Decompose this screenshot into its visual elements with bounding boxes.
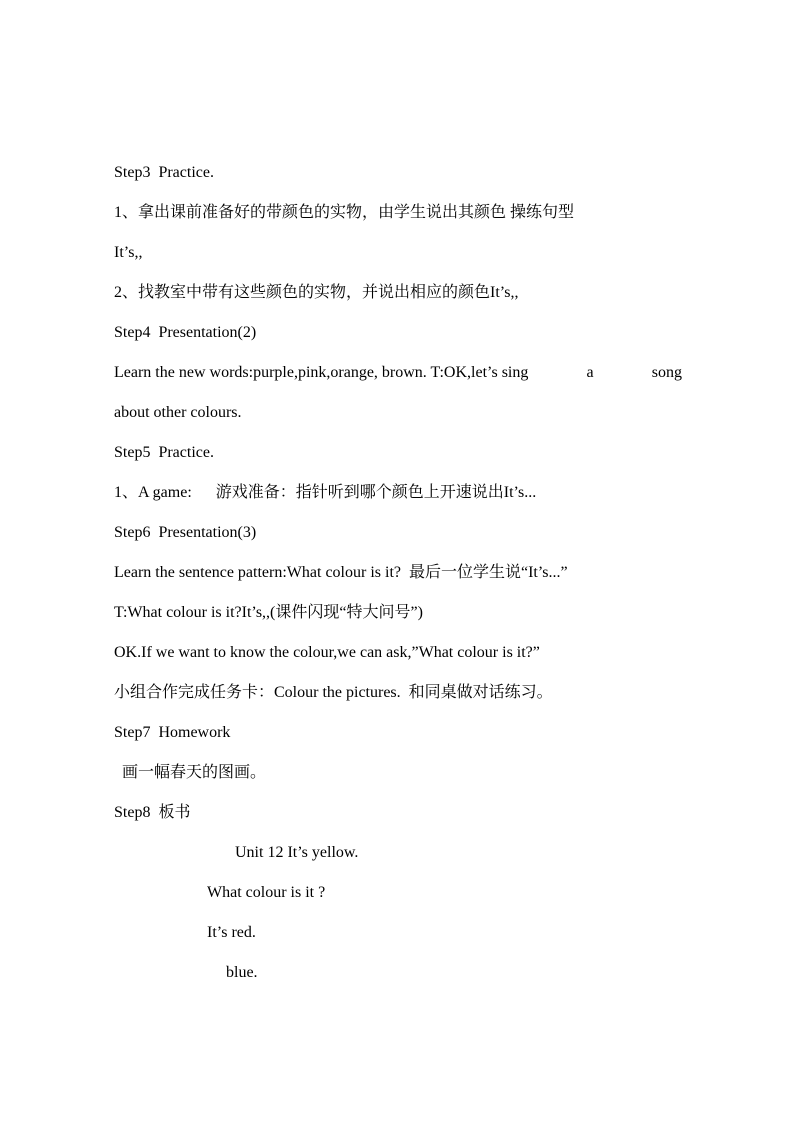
step5-heading: Step5 Practice. (114, 444, 214, 461)
step5-item-1: 1、A game: 游戏准备：指针听到哪个颜色上开速说出It’s... (114, 484, 537, 501)
step4-line-1 (114, 363, 682, 383)
step7-item: 画一幅春天的图画。 (122, 764, 267, 781)
step4-line-1-part-3: song (651, 364, 682, 381)
step3-item-2: 2、找教室中带有这些颜色的实物，并说出相应的颜色It’s,, (114, 284, 519, 301)
step6-line-3: OK.If we want to know the colour,we can ask,”What colour is it?” (114, 644, 540, 661)
step8-heading: Step8 板书 (114, 804, 191, 821)
board-question: What colour is it ? (207, 884, 326, 901)
step6-line-1: Learn the sentence pattern:What colour is it? 最后一位学生说“It’s...” (114, 564, 568, 581)
step4-line-1-part-2: a (586, 364, 594, 381)
board-answer: It’s red. (207, 924, 256, 941)
step3-heading: Step3 Practice. (114, 164, 214, 181)
step4-line-1-part-1: Learn the new words:purple,pink,orange, brown. T:OK,let’s sing (114, 364, 529, 381)
step7-heading: Step7 Homework (114, 724, 231, 741)
step6-line-2: T:What colour is it?It’s,,(课件闪现“特大问号”) (114, 604, 423, 621)
board-alt-answer: blue. (226, 964, 258, 981)
step6-line-4: 小组合作完成任务卡：Colour the pictures. 和同桌做对话练习。 (114, 684, 553, 701)
step4-line-2: about other colours. (114, 404, 242, 421)
step3-item-1-continued: It’s,, (114, 244, 143, 261)
step6-heading: Step6 Presentation(3) (114, 524, 257, 541)
board-title: Unit 12 It’s yellow. (235, 844, 359, 861)
step4-heading: Step4 Presentation(2) (114, 324, 257, 341)
step3-item-1: 1、拿出课前准备好的带颜色的实物，由学生说出其颜色 操练句型 (114, 204, 575, 221)
